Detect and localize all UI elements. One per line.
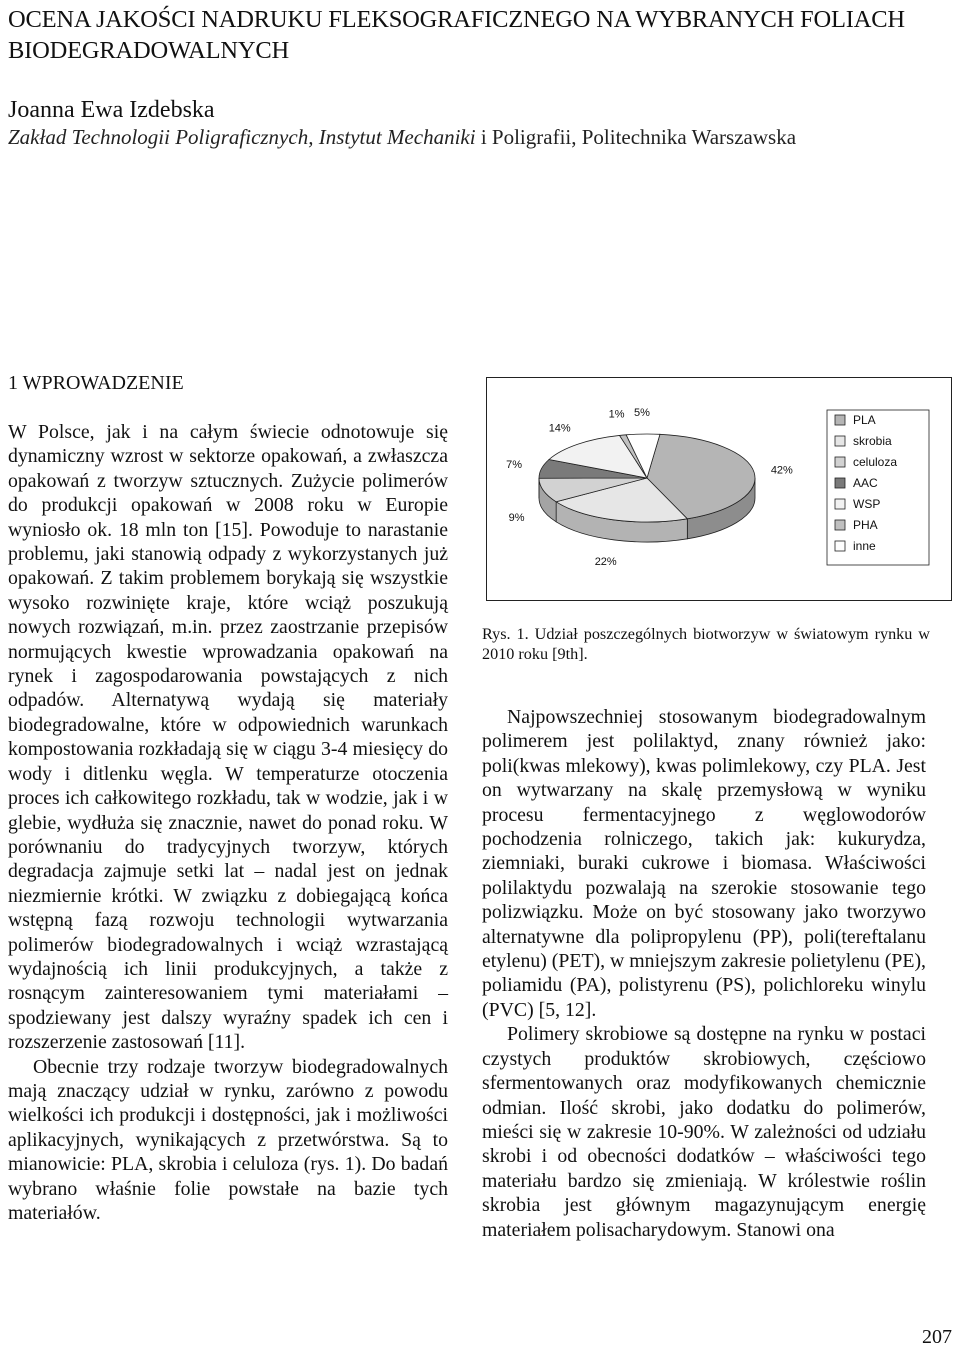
paragraph-3: Najpowszechniej stosowanym biodegradowalnym polimerem jest polilaktyd, znany również jako: poli(kwas mlekowy), kwas polimlekowy, czy PLA. Jest on wytwarzany na skalę przemysłową w wyniku procesu fermentacyjnego z węglowodorów pochodzenia rolniczego, takich jak: kukurydza, ziemniaki, buraki cukrowe i biomasa. Właściwości polilaktydu pozwalają na szerokie stosowanie tego polizwiązku. Może on być stosowany jako tworzywo alternatywne dla polipropylenu (PP), poli(tereftalanu etylenu) (PET), w mniejszym zakresie polietylenu (PE), poliamidu (PA), polistyrenu (PS), polichloreku winylu (PVC) [5, 12]. <box>482 706 926 1021</box>
legend-label-celuloza: celuloza <box>853 455 898 469</box>
legend-swatch-PLA <box>835 415 845 425</box>
legend-label-PHA: PHA <box>853 518 878 532</box>
pie-label-skrobia: 22% <box>594 555 617 568</box>
paragraph-1: W Polsce, jak i na całym świecie odnotowuje się dynamiczny wzrost w sektorze opakowań, a zwłaszcza opakowań z tworzyw sztucznych. Zużycie polimerów do produkcji opakowań w 2008 roku w Europie wyniosło ok. 18 mln ton [15]. Powoduje to narastanie problemu, jaki stanowią odpady z wykorzystanych już opakowań. Z takim problemem borykają się wszystkie wysoko rozwinięte kraje, które wciąż poszukują nowych rozwiązań, m.in. przez zaostrzanie przepisów normujących kwestie wprowadzania opakowań na rynek i zagospodarowania powstających z nich odpadów. Alternatywą wydają się materiały biodegradowalne, które w odpowiednich warunkach kompostowania rozkładają się w ciągu 3-4 miesięcy do wody i ditlenku węgla. W temperaturze otoczenia proces ich całkowitego rozkładu, tak w wodzie, jak i w glebie, wydłuża się znacznie, nawet do ponad roku. W porównaniu do tradycyjnych tworzyw, których degradacja zajmuje setki lat – nadal jest on jednak niezmiernie krótki. W związku z dobiegającą końca wstępną fazą rozwoju technologii wytwarzania polimerów biodegradowalnych i wciąż wzrastającą wydajnością ich linii produkcyjnych, a także z rosnącym zainteresowaniem tymi materiałami – spodziewany jest dalszy wyraźny spadek ich cen i rozszerzenie zastosowań [11]. <box>8 421 448 1054</box>
figure-caption: Rys. 1. Udział poszczególnych biotworzyw w światowym rynku w 2010 roku [9th]. <box>482 625 930 663</box>
legend-label-AAC: AAC <box>853 476 878 490</box>
legend-swatch-skrobia <box>835 436 845 446</box>
legend-label-inne: inne <box>853 539 876 553</box>
affiliation <box>8 124 796 150</box>
legend-swatch-celuloza <box>835 457 845 467</box>
legend-label-skrobia: skrobia <box>853 434 892 448</box>
legend-swatch-inne <box>835 541 845 551</box>
pie-label-PHA: 1% <box>608 408 625 421</box>
page-number: 207 <box>922 1326 952 1348</box>
right-column <box>482 705 926 1242</box>
affiliation-italic: Zakład Technologii Poligraficznych, Instytut Mechaniki <box>8 125 476 149</box>
pie-chart-figure <box>486 377 952 601</box>
pie-label-celuloza: 9% <box>508 511 525 524</box>
pie-label-WSP: 14% <box>548 422 571 435</box>
legend-swatch-AAC <box>835 478 845 488</box>
paper-title: OCENA JAKOŚCI NADRUKU FLEKSOGRAFICZNEGO NA WYBRANYCH FOLIACH BIODEGRADOWALNYCH <box>8 6 905 64</box>
pie-chart-svg <box>487 378 953 602</box>
legend-label-PLA: PLA <box>853 413 876 427</box>
pie-label-AAC: 7% <box>506 458 523 471</box>
pie-label-inne: 5% <box>634 407 650 420</box>
legend-label-WSP: WSP <box>853 497 881 511</box>
left-column <box>8 420 448 1225</box>
legend-swatch-WSP <box>835 499 845 509</box>
author-name: Joanna Ewa Izdebska <box>8 97 215 123</box>
legend-swatch-PHA <box>835 520 845 530</box>
affiliation-rest: i Poligrafii, Politechnika Warszawska <box>475 125 797 149</box>
section-heading: 1 WPROWADZENIE <box>8 372 184 394</box>
pie-label-PLA: 42% <box>770 464 793 477</box>
paragraph-2: Obecnie trzy rodzaje tworzyw biodegradowalnych mają znaczący udział w rynku, zarówno z powodu wielkości ich produkcji i dostępności, jak i możliwości aplikacyjnych, wynikających z przetwórstwa. Są to mianowicie: PLA, skrobia i celuloza (rys. 1). Do badań wybrano właśnie folie powstałe na bazie tych materiałów. <box>8 1055 448 1224</box>
paragraph-4: Polimery skrobiowe są dostępne na rynku w postaci czystych produktów skrobiowych, częściowo sfermentowanych oraz modyfikowanych chemicznie odmian. Ilość skrobi, jako dodatku do polimerów, mieści się w zakresie 10-90%. W zależności od udziału skrobi i od obecności dodatków – właściwości tego materiału bardzo się zmieniają. W królestwie roślin skrobia jest głównym magazynującym energię materiałem polisacharydowym. Stanowi ona <box>482 1023 926 1241</box>
